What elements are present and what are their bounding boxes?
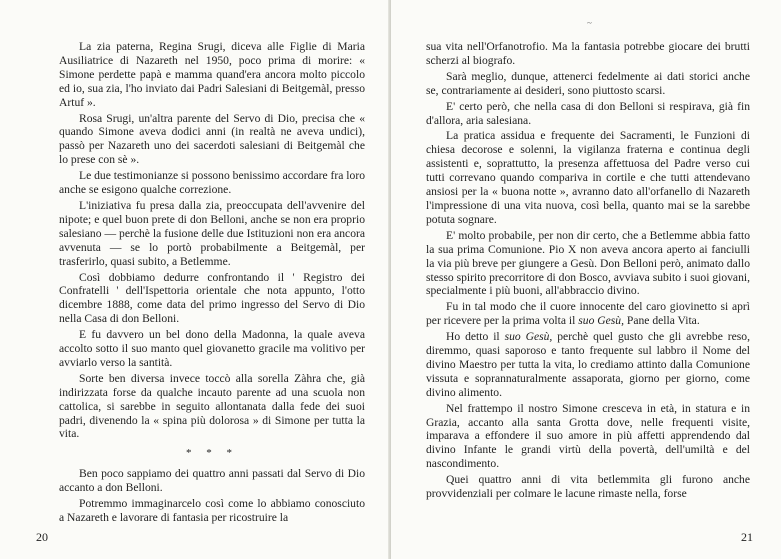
page-number: 20 (36, 530, 48, 544)
paragraph: La pratica assidua e frequente dei Sacramenti, le Funzioni di chiesa decorose e solenni, la vigilanza fraterna e continua degli assistenti e, soprattutto, la presenza affettuosa del Padre verso cui tutti correvano quando compariva in cortile e che tutti attendevano ansiosi per la « buona notte », avranno dato all'orfanello di Nazareth l'impressione di una vita nuova, così bella, quanto mai se la sarebbe potuta sognare. (426, 129, 750, 226)
paragraph: Sorte ben diversa invece toccò alla sorella Zàhra che, già indirizzata forse da qualche incauto parente ad una scuola non cattolica, si sarebbe in seguito allontanata dalla fede dei suoi padri, divenendo la « spina più dolorosa » di Simone per tutta la vita. (59, 371, 365, 441)
page-number: 21 (741, 530, 753, 544)
text-run: Pane della Vita. (624, 314, 700, 328)
paragraph (426, 300, 750, 328)
paragraph: L'iniziativa fu presa dalla zia, preoccupata dell'avvenire del nipote; e quel buon prete di don Belloni, anche se non era proprio salesiano — perchè la fusione delle due Istituzioni non era ancora avvenuta — se lo portò probabilmente a Beitgemàl, per trasferirlo, quasi subito, a Betlemme. (59, 198, 365, 268)
paragraph: Potremmo immaginarcelo così come lo abbiamo conosciuto a Nazareth e lavorare di fantasia per ricostruire la (59, 497, 365, 524)
text-run: Ho detto il (446, 330, 505, 344)
paragraph: Rosa Srugi, un'altra parente del Servo di Dio, precisa che « quando Simone aveva dodici anni (in realtà ne aveva undici), passò per Nazareth uno dei sacerdoti salesiani di Beitgemàl che lo prese con sè ». (59, 111, 365, 167)
paragraph: Ben poco sappiamo dei quattro anni passati dal Servo di Dio accanto a don Belloni. (59, 467, 365, 495)
paragraph: La zia paterna, Regina Srugi, diceva alle Figlie di Maria Ausiliatrice di Nazareth nel 1950, poco prima di morire: « Simone perdette papà e mamma quand'era ancora molto piccolo ed io, sua zia, l'ho inviato dai Padri Salesiani di Beitgemàl, presso Artuf ». (59, 40, 365, 109)
paragraph (426, 330, 750, 400)
left-page-text (59, 40, 365, 527)
italic-run: suo Gesù, (578, 314, 624, 328)
paragraph: Quei quattro anni di vita betlemmita gli furono anche provvidenziali per colmare le lacune rimaste nella, forse (426, 473, 750, 501)
paragraph: E' molto probabile, per non dir certo, che a Betlemme abbia fatto la sua prima Comunione. Pio X non aveva ancora aperto ai fanciulli la via più breve per giungere a Gesù. Don Belloni però, animato dallo stesso spirito precorritore di don Bosco, avviava subito i suoi giovani, specialmente i più buoni, all'abbraccio divino. (426, 228, 750, 298)
right-page-text (426, 40, 750, 503)
paragraph: Le due testimonianze si possono benissimo accordare fra loro anche se esigono qualche correzione. (59, 169, 365, 197)
paragraph: Sarà meglio, dunque, attenerci fedelmente ai dati storici anche se, contrariamente ai desideri, sono piuttosto scarsi. (426, 69, 750, 97)
paragraph: Nel frattempo il nostro Simone cresceva in età, in statura e in Grazia, accanto alla santa Grotta dove, nelle frequenti visite, imparava a effondere il suo amore in più affetti apprendendo dal divino Infante le grandi virtù della povertà, dell'umiltà e del nascondimento. (426, 401, 750, 471)
paragraph: Così dobbiamo dedurre confrontando il ' Registro dei Confratelli ' dell'Ispettoria orientale che nota appunto, l'otto dicembre 1888, come data del primo ingresso del Servo di Dio nella Casa di don Belloni. (59, 270, 365, 326)
paragraph: E' certo però, che nella casa di don Belloni si respirava, già fin d'allora, aria salesiana. (426, 99, 750, 127)
paragraph-continued: sua vita nell'Orfanotrofio. Ma la fantasia potrebbe giocare dei brutti scherzi al biografo. (426, 40, 750, 67)
text-run: Fu in tal modo che il cuore innocente del caro giovinetto si aprì per ricevere per la prima volta il (426, 300, 750, 328)
section-separator: * * * (186, 447, 238, 460)
right-page (391, 0, 781, 559)
paragraph: E fu davvero un bel dono della Madonna, la quale aveva accolto sotto il suo manto quel giovanetto gracile ma volitivo per avviarlo verso la santità. (59, 328, 365, 369)
italic-run: suo Gesù, (504, 330, 553, 344)
text-run: perchè quel gusto che gli avrebbe reso, diremmo, quasi saporoso e tanto frequente sul labbro il Nome del divino Maestro per tutta la vita, lo crediamo attinto dalla Comunione vissuta e soprannaturalmente assaporata, giorno per giorno, come divino alimento. (426, 330, 750, 399)
left-page (0, 0, 390, 559)
corner-mark: ~ (587, 18, 592, 28)
